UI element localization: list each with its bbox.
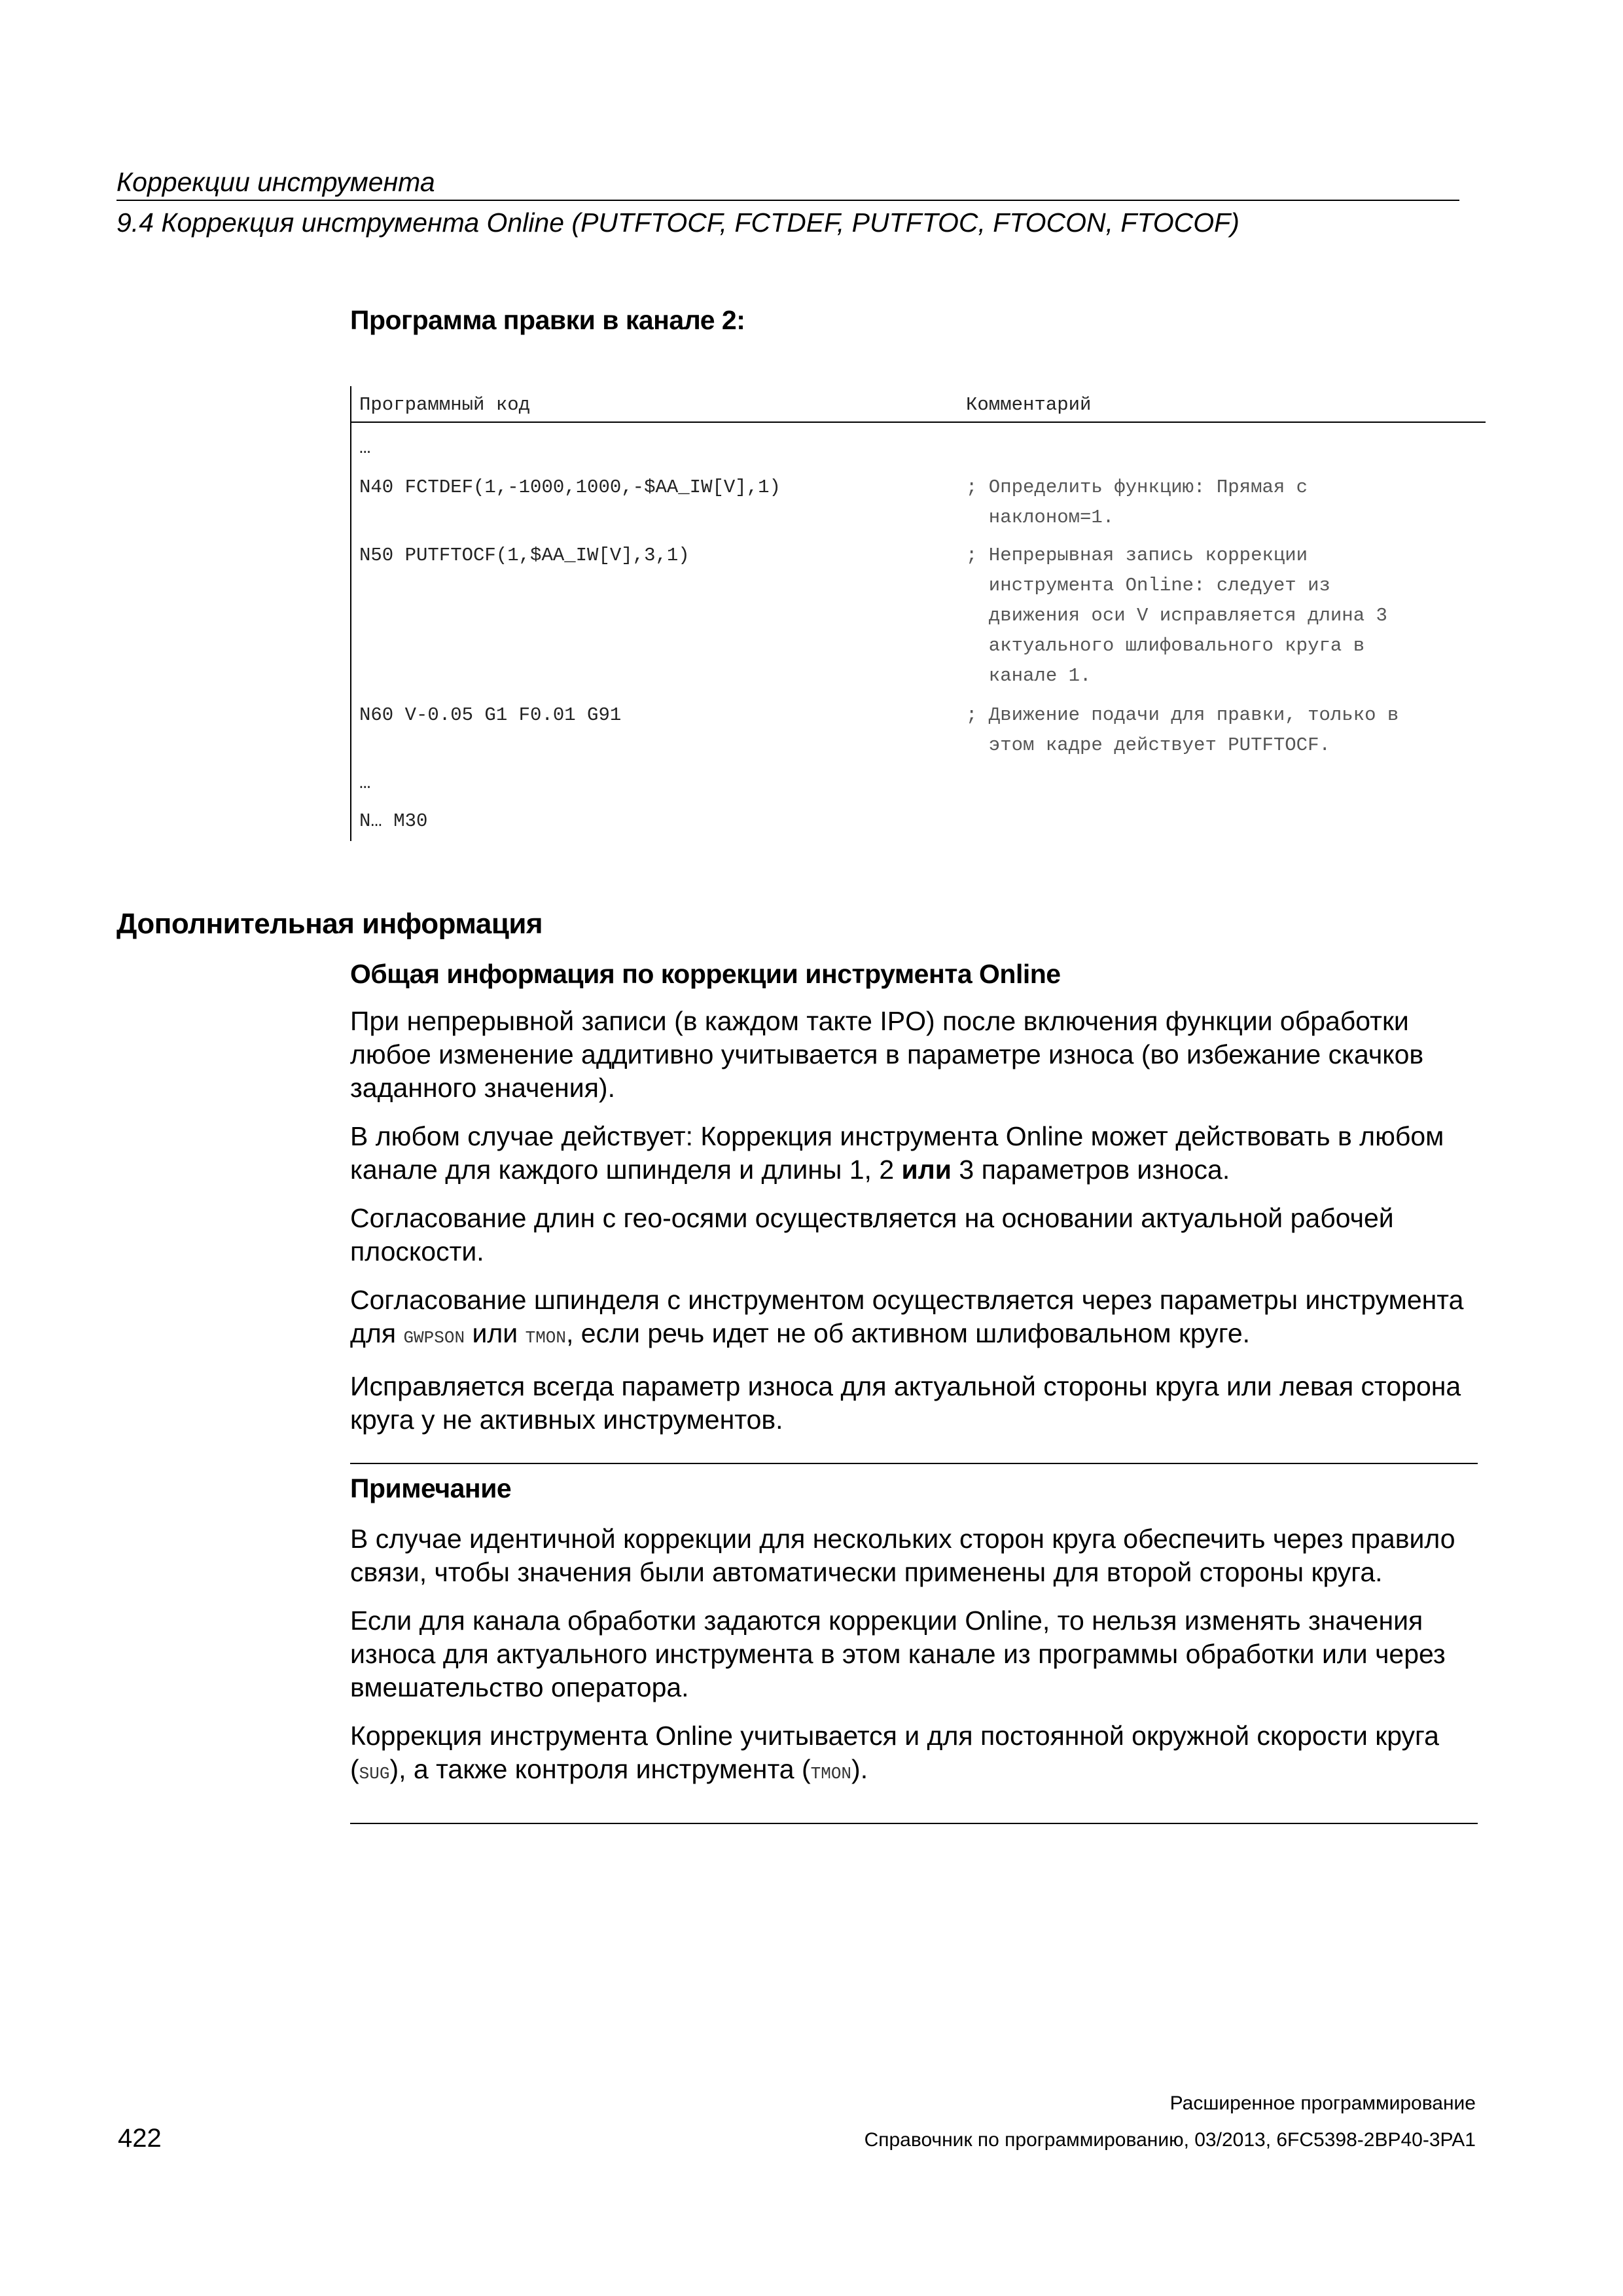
code-line: … xyxy=(359,437,371,459)
code-table-header-rule xyxy=(350,422,1486,423)
general-info-subheading: Общая информация по коррекции инструмента Online xyxy=(350,959,1061,989)
code-comment: ; Непрерывная запись коррекции инструмента Online: следует из движения оси V исправляется длина 3 актуального шлифовального круга в канале 1. xyxy=(966,545,1387,687)
additional-info-heading: Дополнительная информация xyxy=(116,908,543,940)
code-line: N60 V-0.05 G1 F0.01 G91 xyxy=(359,704,622,726)
paragraph: Если для канала обработки задаются коррекции Online, то нельзя изменять значения износа для актуального инструмента в этом канале из программы обработки или через вмешательство оператора. xyxy=(350,1605,1446,1702)
paragraph: Согласование длин с гео-осями осуществляется на основании актуальной рабочей плоскости. xyxy=(350,1203,1394,1266)
paragraph: Согласование шпинделя с инструментом осуществляется через параметры инструмента для GWPSON или TMON, если речь идет не об активном шлифовальном круге. xyxy=(350,1285,1464,1348)
note-top-rule xyxy=(350,1463,1478,1464)
comment-column-header: Комментарий xyxy=(966,394,1092,416)
code-line: … xyxy=(359,772,371,794)
header-rule xyxy=(116,200,1459,201)
paragraph: В любом случае действует: Коррекция инструмента Online может действовать в любом канале для каждого шпинделя и длины 1, 2 или 3 параметров износа. xyxy=(350,1121,1444,1185)
code-comment: ; Движение подачи для правки, только в этом кадре действует PUTFTOCF. xyxy=(966,704,1399,756)
note-bottom-rule xyxy=(350,1823,1478,1824)
paragraph: Коррекция инструмента Online учитывается и для постоянной окружной скорости круга (SUG), а также контроля инструмента (TMON). xyxy=(350,1721,1439,1784)
footer-book-title: Расширенное программирование xyxy=(1169,2092,1476,2114)
paragraph: Исправляется всегда параметр износа для актуальной стороны круга или левая сторона круга у не активных инструментов. xyxy=(350,1371,1461,1435)
paragraph: При непрерывной записи (в каждом такте IPO) после включения функции обработки любое изменение аддитивно учитывается в параметре износа (во избежание скачков заданного значения). xyxy=(350,1006,1424,1103)
page-number: 422 xyxy=(118,2124,162,2153)
paragraph: В случае идентичной коррекции для нескольких сторон круга обеспечить через правило связи, чтобы значения были автоматически применены для второй стороны круга. xyxy=(350,1524,1455,1587)
additional-info-body xyxy=(350,1005,1479,1452)
code-table-left-border xyxy=(350,386,351,841)
section-title: 9.4 Коррекция инструмента Online (PUTFTOCF, FCTDEF, PUTFTOC, FTOCON, FTOCOF) xyxy=(116,207,1240,238)
program-heading: Программа правки в канале 2: xyxy=(350,305,745,335)
code-line: N50 PUTFTOCF(1,$AA_IW[V],3,1) xyxy=(359,545,690,566)
note-body xyxy=(350,1522,1479,1806)
code-table xyxy=(350,386,1486,844)
footer-manual-info: Справочник по программированию, 03/2013, 6FC5398-2BP40-3PA1 xyxy=(864,2129,1476,2151)
chapter-title: Коррекции инструмента xyxy=(116,167,435,197)
code-comment: ; Определить функцию: Прямая с наклоном=1. xyxy=(966,476,1308,528)
code-line: N… M30 xyxy=(359,810,428,832)
code-column-header: Программный код xyxy=(359,394,531,416)
note-heading: Примечание xyxy=(350,1473,512,1503)
code-line: N40 FCTDEF(1,-1000,1000,-$AA_IW[V],1) xyxy=(359,476,781,498)
